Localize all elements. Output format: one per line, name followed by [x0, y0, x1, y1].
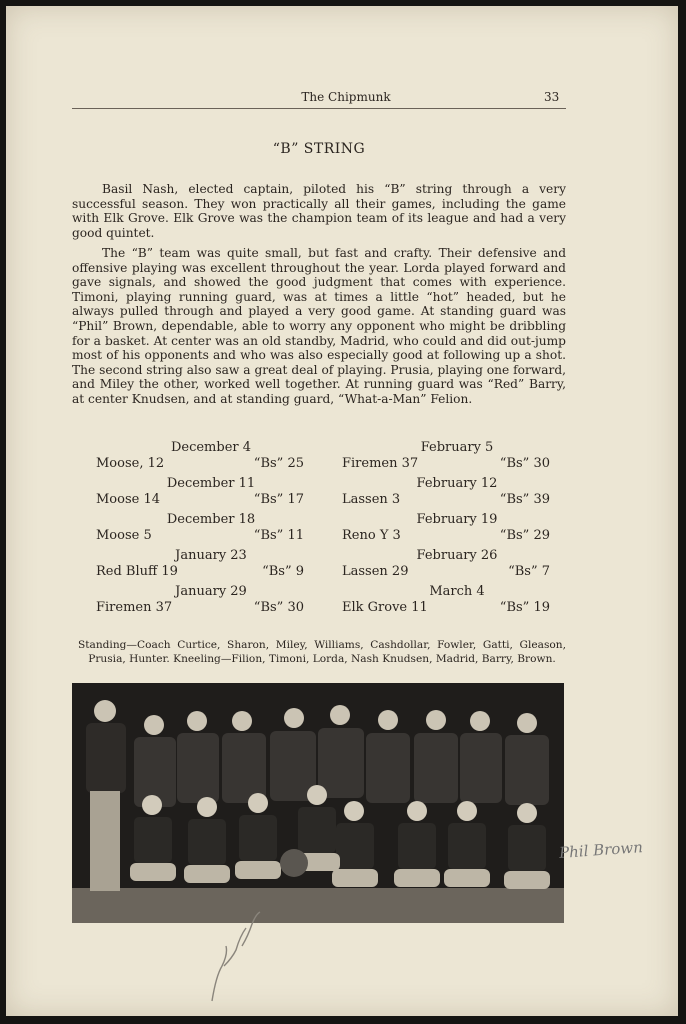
opponent-score: Elk Grove 11	[342, 600, 428, 615]
opponent-score: Reno Y 3	[342, 528, 401, 543]
bs-score: “Bs” 11	[253, 528, 304, 543]
score-entry	[342, 512, 572, 544]
opponent-score: Firemen 37	[342, 456, 419, 471]
game-date: January 29	[175, 584, 247, 599]
game-date: January 23	[175, 548, 247, 563]
page-number: 33	[544, 90, 560, 104]
scores-left-column	[96, 440, 326, 616]
score-entry	[96, 584, 326, 616]
paragraph-team: The “B” team was quite small, but fast and crafty. Their defensive and offensive playing was excellent throughout the year. Lorda played forward and gave signals, and showed the good judgment that comes with experience. Timoni, playing running guard, was at times a little “hot” headed, but he always pulled through and played a very good game. At standing guard was “Phil” Brown, dependable, able to worry any opponent who might be dribbling for a basket. At center was an old standby, Madrid, who could and did out-jump most of his opponents and who was also especially good at following up a shot. The second string also saw a great deal of playing. Prusia, playing one forward, and Miley the other, worked well together. At running guard was “Red” Barry, at center Knudsen, and at standing guard, “What-a-Man” Felion.	[72, 246, 566, 406]
yearbook-page	[6, 6, 678, 1016]
team-photo-illustration	[72, 683, 564, 923]
score-entry	[342, 584, 572, 616]
score-entry	[96, 476, 326, 508]
game-date: February 19	[416, 512, 498, 527]
score-entry	[342, 440, 572, 472]
bs-score: “Bs” 9	[262, 564, 304, 579]
running-header-title: The Chipmunk	[301, 90, 391, 104]
standing-jerseys	[134, 728, 549, 807]
bs-score: “Bs” 17	[253, 492, 304, 507]
score-entry	[342, 548, 572, 580]
opponent-score: Firemen 37	[96, 600, 173, 615]
opponent-score: Moose 5	[96, 528, 152, 543]
photo-caption: Standing—Coach Curtice, Sharon, Miley, Williams, Cashdollar, Fowler, Gatti, Gleason, Prusia, Hunter. Kneeling—Filion, Timoni, Lorda, Nash Knudsen, Madrid, Barry, Brown.	[78, 639, 566, 665]
bs-score: “Bs” 19	[499, 600, 550, 615]
bs-score: “Bs” 25	[253, 456, 304, 471]
opponent-score: Moose 14	[96, 492, 161, 507]
game-date: December 18	[166, 512, 256, 527]
game-date: February 5	[420, 440, 494, 455]
bs-score: “Bs” 30	[253, 600, 304, 615]
score-entry	[96, 548, 326, 580]
opponent-score: Lassen 29	[342, 564, 409, 579]
scores-right-column	[342, 440, 572, 616]
game-date: February 26	[416, 548, 498, 563]
bs-score: “Bs” 30	[499, 456, 550, 471]
game-date: February 12	[416, 476, 498, 491]
game-date: March 4	[429, 584, 485, 599]
bs-score: “Bs” 7	[508, 564, 550, 579]
coach-figure	[86, 700, 126, 891]
game-date: December 11	[166, 476, 256, 491]
opponent-score: Red Bluff 19	[96, 564, 178, 579]
signature-lower-left	[202, 906, 272, 1006]
signature-right: Phil Brown	[558, 838, 644, 862]
opponent-score: Lassen 3	[342, 492, 401, 507]
game-date: December 4	[170, 440, 252, 455]
team-photo	[72, 683, 564, 923]
score-entry	[342, 476, 572, 508]
score-entry	[96, 440, 326, 472]
opponent-score: Moose, 12	[96, 456, 165, 471]
bs-score: “Bs” 39	[499, 492, 550, 507]
score-entry	[96, 512, 326, 544]
bs-score: “Bs” 29	[499, 528, 550, 543]
paragraph-intro: Basil Nash, elected captain, piloted his “B” string through a very successful season. They won practically all their games, including the game with Elk Grove. Elk Grove was the champion team of its league and had a very good quintet.	[72, 182, 566, 240]
header-rule	[72, 108, 566, 109]
basketball	[280, 849, 308, 877]
section-title: “B” STRING	[272, 141, 366, 157]
